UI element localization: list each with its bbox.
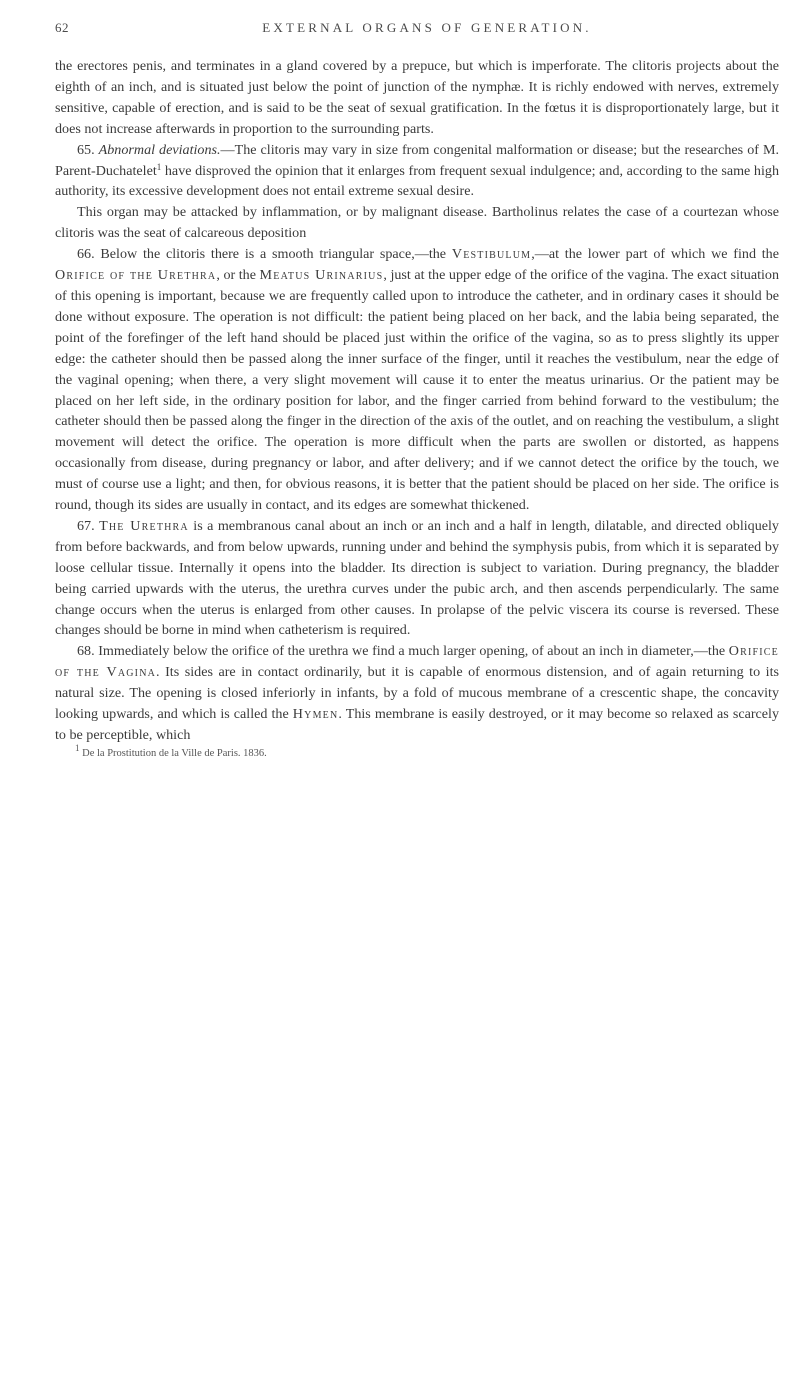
paragraph-text: —The clitoris may vary in size from congenital malformation or disease; but the researches of M. Parent-Duchatelet xyxy=(55,141,779,179)
paragraph-text: . This membrane is easily destroyed, or it may become so relaxed as scarcely to be perceptible, which xyxy=(55,706,779,743)
paragraph-68 xyxy=(55,641,779,746)
footnote-text: De la Prostitution de la Ville de Paris. 1836. xyxy=(82,747,267,759)
running-title: EXTERNAL ORGANS OF GENERATION. xyxy=(262,20,592,35)
footnote xyxy=(55,742,779,761)
section-number: 68. xyxy=(77,643,95,660)
paragraph-text: Immediately below the orifice of the urethra we find a much larger opening, of about an inch in diameter,—the xyxy=(98,643,729,660)
section-number: 65. xyxy=(77,141,95,158)
running-head xyxy=(55,20,779,46)
body-text xyxy=(55,56,779,746)
footnote-reference: 1 xyxy=(156,161,162,172)
term-vestibulum: Vestibulum xyxy=(451,246,532,263)
paragraph-text: . Its sides are in contact ordinarily, but it is capable of enormous distension, and of again returning to its natural size. The opening is closed inferiorly in infants, by a fold of mucous membrane of a crescentic shape, the concavity looking upwards, and which is called the xyxy=(55,664,779,723)
paragraph-text: have disproved the opinion that it enlarges from frequent sexual indulgence; and, according to the same high authority, its excessive development does not entail extreme sexual desire. xyxy=(55,162,779,200)
page-number: 62 xyxy=(55,20,69,35)
paragraph-text: is a membranous canal about an inch or an inch and a half in length, dilatable, and directed obliquely from before backwards, and from below upwards, running under and behind the symphysis pubis, from which it is separated by loose cellular tissue. Internally it opens into the bladder. Its direction is subject to variation. During pregnancy, the bladder being carried upwards with the uterus, the urethra curves under the pubic arch, and then ascends perpendicularly. The same change occurs when the uterus is enlarged from other causes. In prolapse of the pelvic viscera its course is reversed. These changes should be borne in mind when catheterism is required. xyxy=(55,517,779,639)
section-number: 66. xyxy=(77,246,95,263)
book-page xyxy=(55,20,779,1390)
paragraph-text: ,—at the lower part of which we find the xyxy=(531,246,779,263)
term-meatus-urinarius: Meatus Urinarius xyxy=(259,267,384,284)
paragraph-65-continued: This organ may be attacked by inflammation, or by malignant disease. Bartholinus relates the case of a courtezan whose clitoris was the seat of calcareous deposition xyxy=(55,204,779,242)
term-urethra: The Urethra xyxy=(99,517,189,534)
section-heading: Abnormal deviations. xyxy=(98,141,221,158)
paragraph-65 xyxy=(55,140,779,203)
paragraph-67 xyxy=(55,516,779,641)
footnote-mark: 1 xyxy=(75,742,80,753)
paragraph-text: , or the xyxy=(216,267,260,284)
term-hymen: Hymen xyxy=(292,706,339,723)
section-number: 67. xyxy=(77,517,95,534)
paragraph-66 xyxy=(55,244,779,516)
term-orifice-vagina: Orifice of the Vagina xyxy=(55,643,779,681)
paragraph-text: , just at the upper edge of the orifice of the vagina. The exact situation of this opening is important, because we are frequently called upon to introduce the catheter, and in ordinary cases it should be done without exposure. The operation is not difficult: the patient being placed on her back, and the labia being separated, the point of the forefinger of the left hand should be placed just within the orifice of the vagina, so as to press slightly its upper edge: the catheter should then be passed along the inner surface of the finger, until it reaches the vestibulum, near the edge of the vaginal opening; when there, a very slight movement will cause it to enter the meatus urinarius. Or the patient may be placed on her left side, in the ordinary position for labor, and the finger carried from behind forward to the vestibulum; the catheter should then be passed along the finger in the direction of the axis of the outlet, and on reaching the vestibulum, a slight movement will detect the orifice. The operation is more difficult when the parts are swollen or distorted, as happens occasionally from disease, during pregnancy or labor, and after delivery; and if we cannot detect the orifice by the touch, we must of course use a light; and then, for obvious reasons, it is better that the patient should be placed on her side. The orifice is round, though its sides are usually in contact, and its edges are somewhat thickened. xyxy=(55,267,779,514)
paragraph-continued: the erectores penis, and terminates in a gland covered by a prepuce, but which is imperforate. The clitoris projects about the eighth of an inch, and is situated just below the point of junction of the nymphæ. It is richly endowed with nerves, extremely sensitive, capable of erection, and is said to be the seat of sexual gratification. In the fœtus it is disproportionately large, but it does not increase afterwards in proportion to the surrounding parts. xyxy=(55,58,779,137)
term-orifice-urethra: Orifice of the Urethra xyxy=(55,267,217,284)
paragraph-text: Below the clitoris there is a smooth triangular space,—the xyxy=(100,246,452,263)
